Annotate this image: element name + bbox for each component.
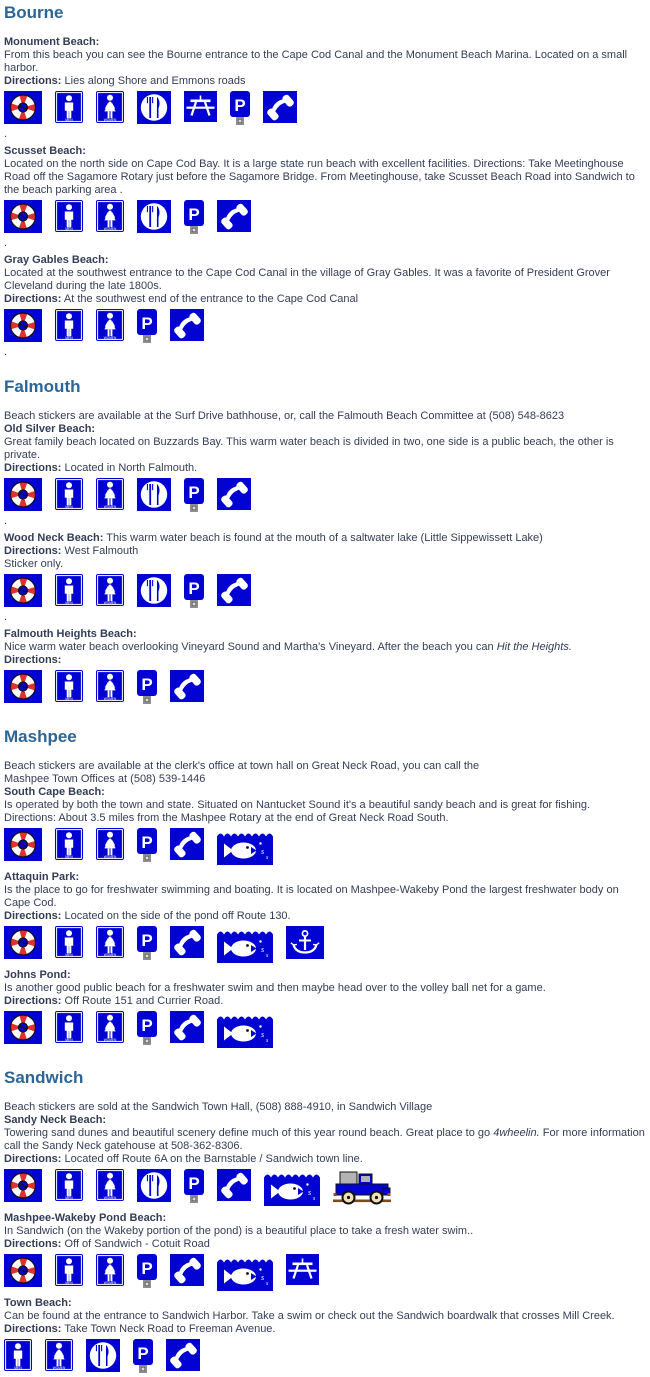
fishing-icon <box>217 1011 273 1048</box>
parking-letter: P <box>234 96 246 115</box>
amenity-icon-row <box>4 926 646 964</box>
men-restroom-icon <box>55 478 83 510</box>
beach-description <box>4 49 646 75</box>
food-icon <box>137 574 171 607</box>
beach-description <box>4 799 646 812</box>
parking-icon <box>137 1254 157 1291</box>
beach-description-part: 4wheelin. <box>493 1127 540 1139</box>
section-mashpee <box>4 728 646 1049</box>
parking-letter: P <box>141 675 153 694</box>
phone-icon <box>170 1254 204 1286</box>
women-restroom-icon <box>96 309 124 341</box>
lifeguard-icon <box>4 670 42 703</box>
parking-letter: P <box>188 483 200 502</box>
amenity-icon-row <box>4 1339 646 1377</box>
amenity-icon-row <box>4 1254 646 1292</box>
beach-description <box>4 982 646 995</box>
lifeguard-icon <box>4 1011 42 1044</box>
parking-letter: P <box>188 1174 200 1193</box>
beach-directions-line <box>4 545 646 558</box>
food-icon <box>137 1169 171 1202</box>
beach-description-part: Is the place to go for freshwater swimming and boating. It is located on Mashpee-Wakeby Pond the largest freshwater body on Cape Cod. <box>4 884 619 909</box>
directions-text: Located off Route 6A on the Barnstable / Sandwich town line. <box>61 1153 363 1165</box>
section-heading: Bourne <box>4 3 64 22</box>
section-intro-line: Mashpee Town Offices at (508) 539-1446 <box>4 773 206 785</box>
amenity-icon-row <box>4 574 646 612</box>
bubble-glyph: s <box>261 1273 265 1282</box>
beach-name-line <box>4 1114 646 1127</box>
beach-description <box>4 1127 646 1153</box>
boating-icon <box>286 926 324 959</box>
women-label: WOMEN <box>103 226 117 231</box>
parking-icon <box>184 200 204 237</box>
beach-directions-line <box>4 1238 646 1251</box>
beach-description-part: Hit the Heights. <box>496 641 572 653</box>
picnic-icon <box>184 91 217 122</box>
bubble-glyph: s <box>308 1188 312 1197</box>
beach-entry <box>4 871 646 964</box>
parking-icon <box>137 1011 157 1048</box>
beach-directions-line <box>4 910 646 923</box>
phone-icon <box>217 200 251 232</box>
beach-description-part: Great family beach located on Buzzards Bay. This warm water beach is divided in two, one side is a public beach, the other is private. <box>4 436 614 461</box>
lifeguard-icon <box>4 926 42 959</box>
section-bourne <box>4 4 646 358</box>
bubble-glyph: s <box>266 855 269 861</box>
parking-icon <box>137 926 157 963</box>
beach-name: Monument Beach: <box>4 36 100 48</box>
fishing-icon <box>217 828 273 865</box>
women-label: WOMEN <box>103 854 117 859</box>
beach-description-part: This warm water beach is found at the mouth of a saltwater lake (Little Sippewissett Lake) <box>103 532 543 544</box>
men-restroom-icon <box>55 1011 83 1043</box>
beach-description-part: From this beach you can see the Bourne entrance to the Cape Cod Canal and the Monument Beach Marina. Located on a small harbor. <box>4 49 628 74</box>
lifeguard-icon <box>4 1254 42 1287</box>
phone-icon <box>170 926 204 958</box>
directions-label: Directions: <box>4 995 62 1007</box>
directions-text: Lies along Shore and Emmons roads <box>61 75 246 87</box>
phone-icon <box>217 478 251 510</box>
parking-letter: P <box>137 1344 149 1363</box>
directions-label: Directions: <box>4 1323 62 1335</box>
men-label: MEN <box>65 1037 73 1042</box>
food-icon <box>137 478 171 511</box>
men-label: MEN <box>65 696 73 701</box>
women-label: WOMEN <box>52 1365 66 1370</box>
beach-description <box>4 267 646 293</box>
beach-directions-line <box>4 293 646 306</box>
parking-icon <box>137 309 157 346</box>
beach-name: Falmouth Heights Beach: <box>4 628 137 640</box>
beach-directions-line <box>4 1323 646 1336</box>
amenity-icon-row <box>4 200 646 238</box>
directions-label: Directions: <box>4 75 62 87</box>
separator-dot: . <box>4 611 8 623</box>
directions-text: Located on the side of the pond off Route 130. <box>61 910 291 922</box>
phone-icon <box>217 574 251 606</box>
beach-description <box>4 641 646 654</box>
women-label: WOMEN <box>103 1037 117 1042</box>
directions-label: Directions: <box>4 462 62 474</box>
beach-directions-line <box>4 462 646 475</box>
parking-icon <box>184 478 204 515</box>
amenity-icon-row <box>4 1011 646 1049</box>
women-restroom-icon <box>96 574 124 606</box>
parking-icon <box>184 574 204 611</box>
women-restroom-icon <box>96 670 124 702</box>
parking-letter: P <box>141 1259 153 1278</box>
men-restroom-icon <box>55 91 83 123</box>
women-restroom-icon <box>96 926 124 958</box>
women-restroom-icon <box>96 91 124 123</box>
women-restroom-icon <box>96 1254 124 1286</box>
men-label: MEN <box>65 952 73 957</box>
directions-label: Directions: <box>4 1153 62 1165</box>
beach-entry <box>4 969 646 1049</box>
beach-entry <box>4 628 646 708</box>
fishing-icon <box>264 1169 320 1206</box>
beach-description-part: Can be found at the entrance to Sandwich Harbor. Take a swim or check out the Sandwich boardwalk that crosses Mill Creek. <box>4 1310 615 1322</box>
women-label: WOMEN <box>103 1195 117 1200</box>
lifeguard-icon <box>4 574 42 607</box>
beach-name: Johns Pond: <box>4 969 71 981</box>
beach-entry <box>4 1114 646 1207</box>
beach-entry <box>4 145 646 249</box>
men-label: MEN <box>65 854 73 859</box>
lifeguard-icon <box>4 91 42 124</box>
beach-entry <box>4 1297 646 1377</box>
separator-dot: . <box>4 128 8 140</box>
amenity-icon-row <box>4 670 646 708</box>
beach-name-line <box>4 786 646 799</box>
women-restroom-icon <box>96 1011 124 1043</box>
section-intro-line: Beach stickers are available at the Surf Drive bathhouse, or, call the Falmouth Beach Committee at (508) 548-8623 <box>4 410 565 422</box>
amenity-icon-row <box>4 1169 646 1207</box>
phone-icon <box>170 309 204 341</box>
beach-name: Town Beach: <box>4 1297 72 1309</box>
beach-description-part: Nice warm water beach overlooking Vineyard Sound and Martha's Vineyard. After the beach you can <box>4 641 497 653</box>
section-intro-line: Beach stickers are available at the clerk's office at town hall on Great Neck Road, you can call the <box>4 760 480 772</box>
beach-name-line <box>4 423 646 436</box>
men-label: MEN <box>65 600 73 605</box>
men-label: MEN <box>65 1280 73 1285</box>
bubble-glyph: s <box>266 953 269 959</box>
beach-directions-line <box>4 654 646 667</box>
men-restroom-icon <box>55 1169 83 1201</box>
food-icon <box>137 200 171 233</box>
women-restroom-icon <box>96 200 124 232</box>
beach-directions-line <box>4 75 646 88</box>
directions-text: Off Route 151 and Currier Road. <box>61 995 224 1007</box>
parking-letter: P <box>141 931 153 950</box>
parking-icon <box>133 1339 153 1376</box>
men-restroom-icon <box>55 1254 83 1286</box>
directions-text: Off of Sandwich - Cotuit Road <box>61 1238 210 1250</box>
amenity-icon-row <box>4 828 646 866</box>
beach-entry <box>4 1212 646 1292</box>
beach-name: Wood Neck Beach: <box>4 532 104 544</box>
beach-description <box>4 884 646 910</box>
beach-name-line <box>4 871 646 884</box>
parking-letter: P <box>141 314 153 333</box>
women-label: WOMEN <box>103 117 117 122</box>
bubble-glyph: s <box>261 945 265 954</box>
offroad-icon <box>333 1169 391 1205</box>
men-label: MEN <box>65 335 73 340</box>
men-restroom-icon <box>55 828 83 860</box>
beach-description-part: Is operated by both the town and state. Situated on Nantucket Sound it's a beautiful sandy beach and is great for fishing. <box>4 799 591 811</box>
directions-text: West Falmouth <box>61 545 139 557</box>
beach-name-line <box>4 1212 646 1225</box>
bubble-glyph: s <box>313 1196 316 1202</box>
beach-name: Scusset Beach: <box>4 145 86 157</box>
beach-directions-line <box>4 1153 646 1166</box>
beach-name: Sandy Neck Beach: <box>4 1114 107 1126</box>
section-heading: Mashpee <box>4 727 77 746</box>
food-icon <box>86 1339 120 1372</box>
beach-entry <box>4 786 646 866</box>
lifeguard-icon <box>4 1169 42 1202</box>
lifeguard-icon <box>4 309 42 342</box>
beach-name: Attaquin Park: <box>4 871 80 883</box>
parking-letter: P <box>141 833 153 852</box>
lifeguard-icon <box>4 200 42 233</box>
amenity-icon-row <box>4 309 646 347</box>
women-restroom-icon <box>96 828 124 860</box>
beach-description-part: Towering sand dunes and beautiful scenery define much of this year round beach. Great place to go <box>4 1127 494 1139</box>
beach-description-part: Located at the southwest entrance to the Cape Cod Canal in the village of Gray Gables. It was a favorite of President Grover Cleveland during the late 1800s. <box>4 267 610 292</box>
phone-icon <box>170 1011 204 1043</box>
beach-name: South Cape Beach: <box>4 786 105 798</box>
section-intro-line: Beach stickers are sold at the Sandwich Town Hall, (508) 888-4910, in Sandwich Village <box>4 1101 433 1113</box>
beach-entry <box>4 254 646 358</box>
women-label: WOMEN <box>103 952 117 957</box>
bubble-glyph: s <box>266 1281 269 1287</box>
phone-icon <box>263 91 297 123</box>
amenity-icon-row <box>4 478 646 516</box>
men-restroom-icon <box>55 309 83 341</box>
men-label: MEN <box>65 1195 73 1200</box>
section-heading: Sandwich <box>4 1068 84 1087</box>
phone-icon <box>170 670 204 702</box>
parking-icon <box>137 670 157 707</box>
directions-text: Located in North Falmouth. <box>61 462 198 474</box>
lifeguard-icon <box>4 478 42 511</box>
women-label: WOMEN <box>103 1280 117 1285</box>
directions-label: Directions: <box>4 910 62 922</box>
beach-description <box>4 1225 646 1238</box>
beach-name: Gray Gables Beach: <box>4 254 109 266</box>
men-restroom-icon <box>55 200 83 232</box>
beach-name-line <box>4 969 646 982</box>
men-restroom-icon <box>55 926 83 958</box>
beach-description <box>4 158 646 197</box>
separator-dot: . <box>4 237 8 249</box>
picnic-icon <box>286 1254 319 1285</box>
beach-directions-line <box>4 812 646 825</box>
directions-label: Directions: <box>4 1238 62 1250</box>
bubble-glyph: s <box>261 1030 265 1039</box>
women-label: WOMEN <box>103 504 117 509</box>
parking-letter: P <box>141 1016 153 1035</box>
beach-description-part: Located on the north side on Cape Cod Bay. It is a large state run beach with excellent facilities. Directions: Take Meetinghouse Road off the Sagamore Rotary just before the Sagamore Bridge. From Meetinghouse, take Scusset Beach Road into Sandwich to the beach parking area . <box>4 158 635 196</box>
beach-description <box>4 1310 646 1323</box>
fishing-icon <box>217 926 273 963</box>
phone-icon <box>170 828 204 860</box>
men-label: MEN <box>65 117 73 122</box>
men-restroom-icon <box>55 574 83 606</box>
women-restroom-icon <box>96 478 124 510</box>
beach-name-line <box>4 628 646 641</box>
phone-icon <box>166 1339 200 1371</box>
separator-dot: . <box>4 515 8 527</box>
beach-description-part: For more information call the Sandy Neck gatehouse at 508-362-8306. <box>4 1127 645 1152</box>
men-restroom-icon <box>4 1339 32 1371</box>
beach-name: Mashpee-Wakeby Pond Beach: <box>4 1212 167 1224</box>
phone-icon <box>217 1169 251 1201</box>
men-label: MEN <box>65 226 73 231</box>
men-restroom-icon <box>55 670 83 702</box>
directions-label: Directions: <box>4 654 62 666</box>
beach-description-part: In Sandwich (on the Wakeby portion of the pond) is a beautiful place to take a fresh water swim.. <box>4 1225 474 1237</box>
fishing-icon <box>217 1254 273 1291</box>
separator-dot: . <box>4 346 8 358</box>
men-label: MEN <box>65 504 73 509</box>
parking-icon <box>184 1169 204 1206</box>
directions-text: Take Town Neck Road to Freeman Avenue. <box>61 1323 276 1335</box>
beach-name-line <box>4 145 646 158</box>
parking-icon <box>137 828 157 865</box>
lifeguard-icon <box>4 828 42 861</box>
beach-name-line <box>4 532 646 545</box>
beach-entry <box>4 532 646 623</box>
beach-directions-line <box>4 995 646 1008</box>
directions-label: Directions: <box>4 293 62 305</box>
directions-text: About 3.5 miles from the Mashpee Rotary at the end of Great Neck Road South. <box>55 812 449 824</box>
women-restroom-icon <box>96 1169 124 1201</box>
beach-name-line <box>4 254 646 267</box>
beach-entry <box>4 423 646 527</box>
beach-name: Old Silver Beach: <box>4 423 96 435</box>
men-label: MEN <box>14 1365 22 1370</box>
amenity-icon-row <box>4 91 646 129</box>
parking-letter: P <box>188 579 200 598</box>
beach-entry <box>4 36 646 140</box>
parking-letter: P <box>188 205 200 224</box>
section-heading: Falmouth <box>4 377 81 396</box>
beach-description <box>4 436 646 462</box>
parking-icon <box>230 91 250 128</box>
directions-label: Directions: <box>4 545 62 557</box>
food-icon <box>137 91 171 124</box>
women-label: WOMEN <box>103 335 117 340</box>
women-label: WOMEN <box>103 696 117 701</box>
directions-label: Directions: <box>4 812 56 824</box>
section-falmouth <box>4 378 646 708</box>
women-label: WOMEN <box>103 600 117 605</box>
directions-text: At the southwest end of the entrance to the Cape Cod Canal <box>61 293 359 305</box>
beach-note-line: Sticker only. <box>4 558 64 570</box>
women-restroom-icon <box>45 1339 73 1371</box>
bubble-glyph: s <box>261 847 265 856</box>
bubble-glyph: s <box>266 1038 269 1044</box>
section-sandwich <box>4 1069 646 1377</box>
beach-name-line <box>4 1297 646 1310</box>
beach-name-line <box>4 36 646 49</box>
beach-description-part: Is another good public beach for a freshwater swim and then maybe head over to the volley ball net for a game. <box>4 982 546 994</box>
